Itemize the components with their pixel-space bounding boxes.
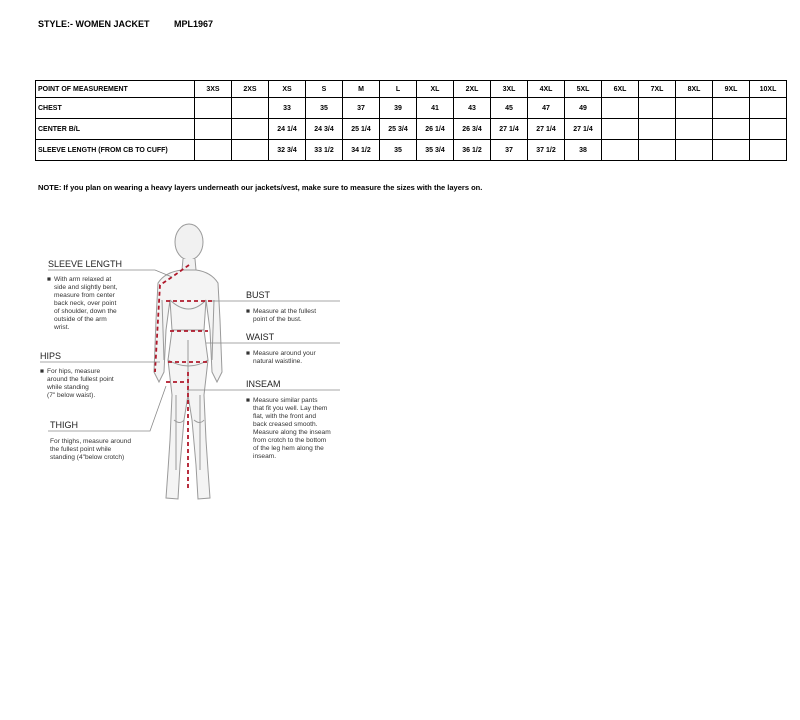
column-header-size: 6XL: [602, 81, 639, 98]
table-cell: 35: [380, 140, 417, 161]
svg-text:measure from center: measure from center: [54, 292, 115, 299]
table-cell: 37: [491, 140, 528, 161]
column-header-measurement: POINT OF MEASUREMENT: [36, 81, 195, 98]
table-cell: 33: [269, 98, 306, 119]
column-header-size: 2XS: [232, 81, 269, 98]
row-label: CHEST: [36, 98, 195, 119]
table-cell: 25 1/4: [343, 119, 380, 140]
waist-label-group: [246, 332, 316, 365]
column-header-size: 7XL: [639, 81, 676, 98]
svg-text:while standing: while standing: [47, 384, 89, 391]
style-label: STYLE:- WOMEN JACKET: [38, 19, 150, 29]
row-label: CENTER B/L: [36, 119, 195, 140]
hips-title: HIPS: [40, 351, 62, 361]
table-cell: 45: [491, 98, 528, 119]
svg-text:the fullest point while: the fullest point while: [50, 446, 112, 453]
svg-text:around the fullest point: around the fullest point: [47, 376, 114, 383]
column-header-size: XS: [269, 81, 306, 98]
layering-note: NOTE: If you plan on wearing a heavy layers underneath our jackets/vest, make sure to measure the sizes with the layers on.: [38, 183, 483, 192]
column-header-size: 2XL: [454, 81, 491, 98]
table-cell: 24 3/4: [306, 119, 343, 140]
svg-text:outside of the arm: outside of the arm: [54, 316, 107, 323]
thigh-label-group: [50, 420, 131, 461]
column-header-size: S: [306, 81, 343, 98]
column-header-size: 4XL: [528, 81, 565, 98]
table-cell: 35: [306, 98, 343, 119]
bust-label-group: [246, 290, 316, 323]
svg-text:Measure at the fullest: Measure at the fullest: [253, 308, 317, 315]
svg-text:For thighs, measure around: For thighs, measure around: [50, 438, 131, 445]
svg-text:flat, with the front and: flat, with the front and: [253, 413, 317, 420]
style-code: MPL1967: [174, 19, 214, 29]
table-cell: 47: [528, 98, 565, 119]
column-header-size: 5XL: [565, 81, 602, 98]
svg-text:inseam.: inseam.: [253, 453, 277, 460]
svg-text:■: ■: [246, 308, 250, 315]
svg-text:For hips, measure: For hips, measure: [47, 368, 101, 375]
svg-text:from crotch to the bottom: from crotch to the bottom: [253, 437, 327, 444]
table-cell: 37: [343, 98, 380, 119]
svg-text:standing (4"below crotch): standing (4"below crotch): [50, 454, 125, 461]
svg-text:back creased smooth.: back creased smooth.: [253, 421, 318, 428]
column-header-size: L: [380, 81, 417, 98]
svg-text:side and slightly bent,: side and slightly bent,: [54, 284, 118, 291]
table-cell: 35 3/4: [417, 140, 454, 161]
svg-text:Measure along the inseam: Measure along the inseam: [253, 429, 331, 436]
thigh-title: THIGH: [50, 420, 78, 430]
svg-text:■: ■: [246, 350, 250, 357]
table-cell: 27 1/4: [565, 119, 602, 140]
table-cell: 38: [565, 140, 602, 161]
svg-text:back neck, over point: back neck, over point: [54, 300, 117, 307]
table-cell: 32 3/4: [269, 140, 306, 161]
table-cell: 41: [417, 98, 454, 119]
svg-text:of the leg hem along the: of the leg hem along the: [253, 445, 324, 452]
svg-text:■: ■: [246, 397, 250, 404]
table-cell: 39: [380, 98, 417, 119]
table-cell: 26 1/4: [417, 119, 454, 140]
svg-text:(7" below waist).: (7" below waist).: [47, 392, 96, 399]
table-cell: 34 1/2: [343, 140, 380, 161]
svg-text:point of the bust.: point of the bust.: [253, 316, 302, 323]
svg-text:■: ■: [40, 368, 44, 375]
column-header-size: 10XL: [750, 81, 787, 98]
svg-text:■: ■: [47, 276, 51, 283]
column-header-size: 3XS: [195, 81, 232, 98]
row-label: SLEEVE LENGTH (FROM CB TO CUFF): [36, 140, 195, 161]
column-header-size: M: [343, 81, 380, 98]
table-cell: 27 1/4: [528, 119, 565, 140]
waist-title: WAIST: [246, 332, 275, 342]
table-cell: 25 3/4: [380, 119, 417, 140]
table-cell: 36 1/2: [454, 140, 491, 161]
hips-label-group: [40, 351, 114, 399]
inseam-title: INSEAM: [246, 379, 281, 389]
table-cell: 37 1/2: [528, 140, 565, 161]
bust-title: BUST: [246, 290, 271, 300]
svg-text:wrist.: wrist.: [54, 324, 70, 331]
column-header-size: 8XL: [676, 81, 713, 98]
sleeve-title: SLEEVE LENGTH: [48, 259, 123, 269]
svg-text:Measure similar pants: Measure similar pants: [253, 397, 318, 404]
svg-text:With arm relaxed at: With arm relaxed at: [54, 276, 112, 283]
inseam-label-group: [246, 379, 331, 460]
table-cell: 49: [565, 98, 602, 119]
column-header-size: XL: [417, 81, 454, 98]
svg-text:of shoulder, down the: of shoulder, down the: [54, 308, 117, 315]
table-cell: 27 1/4: [491, 119, 528, 140]
table-cell: 33 1/2: [306, 140, 343, 161]
column-header-size: 9XL: [713, 81, 750, 98]
column-header-size: 3XL: [491, 81, 528, 98]
table-cell: 24 1/4: [269, 119, 306, 140]
table-cell: 26 3/4: [454, 119, 491, 140]
table-cell: 43: [454, 98, 491, 119]
svg-text:that fit you well. Lay them: that fit you well. Lay them: [253, 405, 328, 412]
svg-text:natural waistline.: natural waistline.: [253, 358, 303, 365]
svg-text:Measure around your: Measure around your: [253, 350, 316, 357]
